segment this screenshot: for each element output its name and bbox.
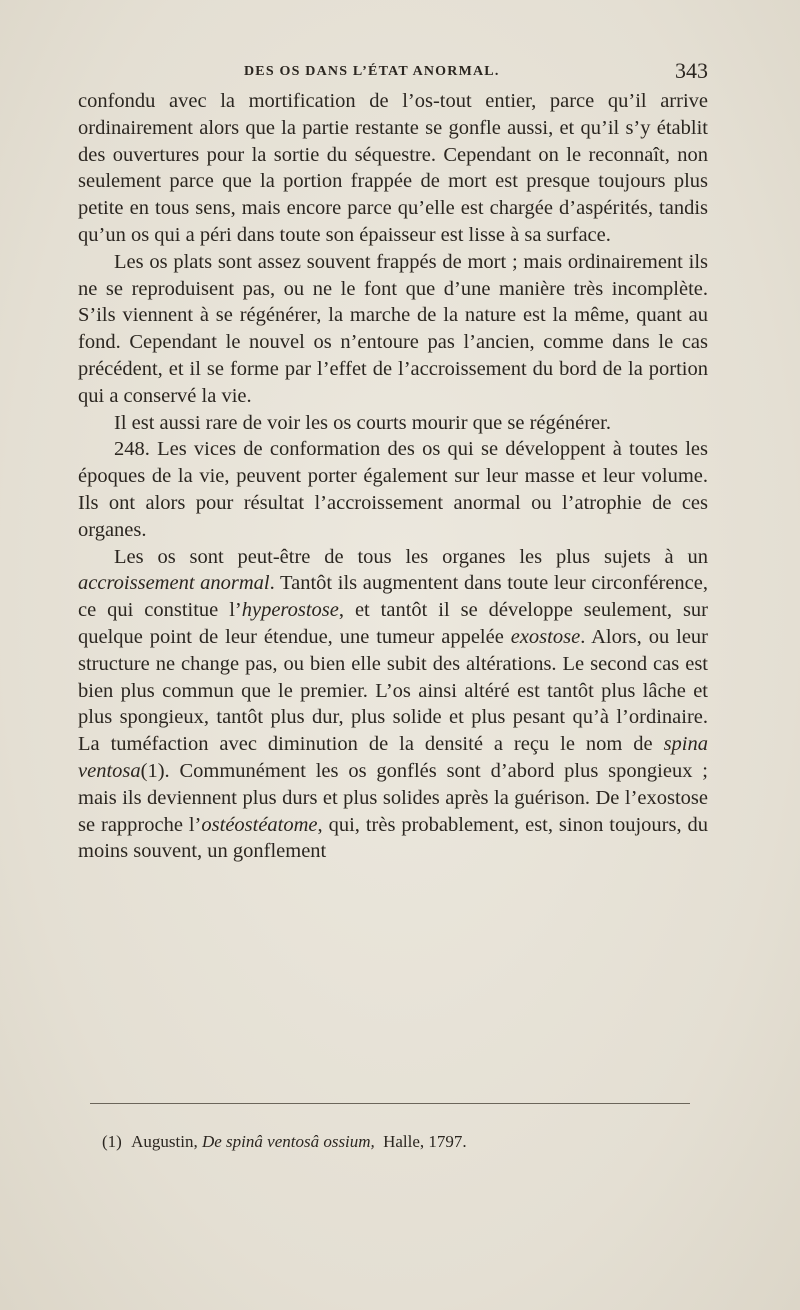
text-run: . Alors, ou leur structure ne change pas, ou bien elle subit des altérations. Le second cas est bien plus commun que le premier. L’os ainsi altéré est tantôt plus lâche et plus spongieux, tantôt plus dur, plus solide et plus pesant qu’à l’ordinaire. La tuméfaction avec diminution de la densité a reçu le nom de bbox=[78, 625, 708, 756]
italic-term: accroissement anormal bbox=[78, 572, 270, 595]
footnote bbox=[102, 1132, 467, 1152]
paragraph: Les os plats sont assez souvent frappés de mort ; mais ordinairement ils ne se reproduisent pas, ou ne le font que d’une manière très incomplète. S’ils viennent à se régénérer, la marche de la nature est la même, quant au fond. Cependant le nouvel os n’entoure pas l’ancien, comme dans le cas précédent, et il se forme par l’effet de l’accroissement du bord de la portion qui a conservé la vie. bbox=[78, 250, 708, 407]
page-number: 343 bbox=[675, 58, 708, 83]
text-run: , qui, très probablement, est, sinon toujours, du moins souvent, un gonflement bbox=[78, 813, 708, 863]
italic-term: hyperostose bbox=[241, 599, 339, 622]
page-header bbox=[78, 60, 708, 90]
text-run: , et tantôt il se développe seulement, sur quelque point de leur étendue, une tumeur appelée bbox=[78, 599, 708, 648]
italic-term: ostéostéatome bbox=[201, 813, 318, 836]
italic-term: exostose bbox=[510, 625, 581, 648]
body-text bbox=[78, 88, 708, 865]
text-run: (1). Communément les os gonflés sont d’abord plus spongieux ; mais ils deviennent plus durs et plus solides après la guérison. De l’exostose se rapproche l’ bbox=[78, 759, 708, 836]
footnote-marker: (1) bbox=[102, 1132, 122, 1151]
footnote-place-year: Halle, 1797. bbox=[383, 1132, 467, 1151]
paragraph-section-248: 248. Les vices de conformation des os qui se développent à toutes les époques de la vie, peuvent porter également sur leur masse et leur volume. Ils ont alors pour résultat l’accroissement anormal ou l’atrophie de ces organes. bbox=[78, 438, 708, 541]
paragraph: confondu avec la mortification de l’os-tout entier, parce qu’il arrive ordinairement alors que la partie restante se gonfle aussi, et qu’il s’y établit des ouvertures pour la sortie du séquestre. Cependant on le reconnaît, non seulement parce que la portion frappée de mort est presque toujours plus petite en tous sens, mais encore parce qu’elle est chargée d’aspérités, tandis qu’un os qui a péri dans toute son épaisseur est lisse à sa surface. bbox=[78, 90, 708, 246]
footnote-divider bbox=[90, 1103, 690, 1104]
paragraph bbox=[78, 544, 708, 866]
paragraph: Il est aussi rare de voir les os courts mourir que se régénérer. bbox=[114, 411, 611, 434]
footnote-author: Augustin, bbox=[131, 1132, 198, 1151]
footnote-title: De spinâ ventosâ ossium, bbox=[201, 1132, 375, 1151]
italic-term: spina ventosa bbox=[78, 733, 708, 782]
text-run: . Tantôt ils augmentent dans toute leur circonférence, ce qui constitue l’ bbox=[78, 572, 709, 622]
running-title: DES OS DANS L’ÉTAT ANORMAL. bbox=[244, 64, 500, 79]
text-run: Les os sont peut-être de tous les organes les plus sujets à un bbox=[114, 545, 708, 568]
